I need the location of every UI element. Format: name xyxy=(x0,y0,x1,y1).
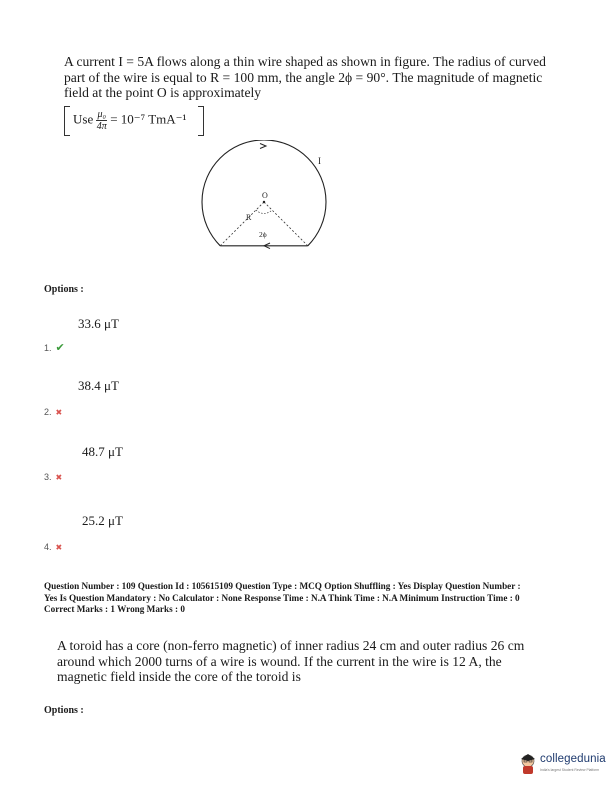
radius-left xyxy=(220,202,264,246)
check-icon: ✔ xyxy=(55,342,65,354)
cross-icon: ✖ xyxy=(55,408,63,417)
label-angle: 2ϕ xyxy=(259,230,267,239)
use-value: = 10⁻⁷ TmA⁻¹ xyxy=(110,111,187,127)
logo-tagline: India's largest Student Review Platform xyxy=(540,768,600,772)
label-center: O xyxy=(262,191,268,200)
label-current: I xyxy=(318,156,321,166)
constant-hint xyxy=(64,106,204,136)
option-3-value[interactable]: 48.7 μT xyxy=(82,444,123,459)
constant-hint-content xyxy=(73,109,186,132)
wire-figure xyxy=(196,140,342,268)
question-line: part of the wire is equal to R = 100 mm, the angle 2ϕ = 90°. The magnitude of magnetic xyxy=(64,69,543,85)
angle-arc xyxy=(256,210,272,213)
question-line: A current I = 5A flows along a thin wire shaped as shown in figure. The radius of curved xyxy=(64,54,546,69)
option-number: 4. xyxy=(44,542,52,552)
options-label-2: Options : xyxy=(44,705,84,716)
option-1-marker xyxy=(44,338,65,356)
fraction-denominator: 4π xyxy=(96,121,107,132)
use-prefix: Use xyxy=(73,111,94,127)
question-line: around which 2000 turns of a wire is wound. If the current in the wire is 12 A, the xyxy=(57,653,502,669)
radius-right xyxy=(264,202,308,246)
question-line: A toroid has a core (non-ferro magnetic) of inner radius 24 cm and outer radius 26 cm xyxy=(57,638,525,653)
right-bracket xyxy=(198,106,204,136)
meta-line: Question Number : 109 Question Id : 105615109 Question Type : MCQ Option Shuffling : Yes Display Question Number : xyxy=(44,581,521,591)
option-2-marker xyxy=(44,402,62,420)
meta-line: Correct Marks : 1 Wrong Marks : 0 xyxy=(44,604,185,615)
options-label: Options : xyxy=(44,284,84,295)
question-line: field at the point O is approximately xyxy=(64,85,262,100)
question-line: magnetic field inside the core of the toroid is xyxy=(57,669,301,684)
option-number: 3. xyxy=(44,472,52,482)
logo-brand: collegedunia xyxy=(540,753,606,765)
option-4-value[interactable]: 25.2 μT xyxy=(82,513,123,528)
question-meta xyxy=(44,581,574,616)
option-3-marker xyxy=(44,467,62,485)
option-number: 1. xyxy=(44,343,52,353)
option-4-marker xyxy=(44,537,62,555)
meta-line: Yes Is Question Mandatory : No Calculator : None Response Time : N.A Think Time : N.A Minimum Instruction Time : 0 xyxy=(44,592,520,603)
collegedunia-logo xyxy=(518,752,610,778)
cross-icon: ✖ xyxy=(55,473,63,482)
left-bracket xyxy=(64,106,70,136)
center-point xyxy=(263,201,265,203)
label-radius: R xyxy=(246,213,252,222)
mu0-over-4pi-fraction xyxy=(96,109,107,132)
option-1-value[interactable]: 33.6 μT xyxy=(78,316,119,331)
arc-arrow xyxy=(260,144,266,149)
mascot-icon xyxy=(518,752,538,776)
cross-icon: ✖ xyxy=(55,543,63,552)
fraction-numerator: μ₀ xyxy=(97,109,106,120)
option-2-value[interactable]: 38.4 μT xyxy=(78,378,119,393)
option-number: 2. xyxy=(44,407,52,417)
question-2-text xyxy=(57,638,557,685)
question-text xyxy=(64,54,554,101)
